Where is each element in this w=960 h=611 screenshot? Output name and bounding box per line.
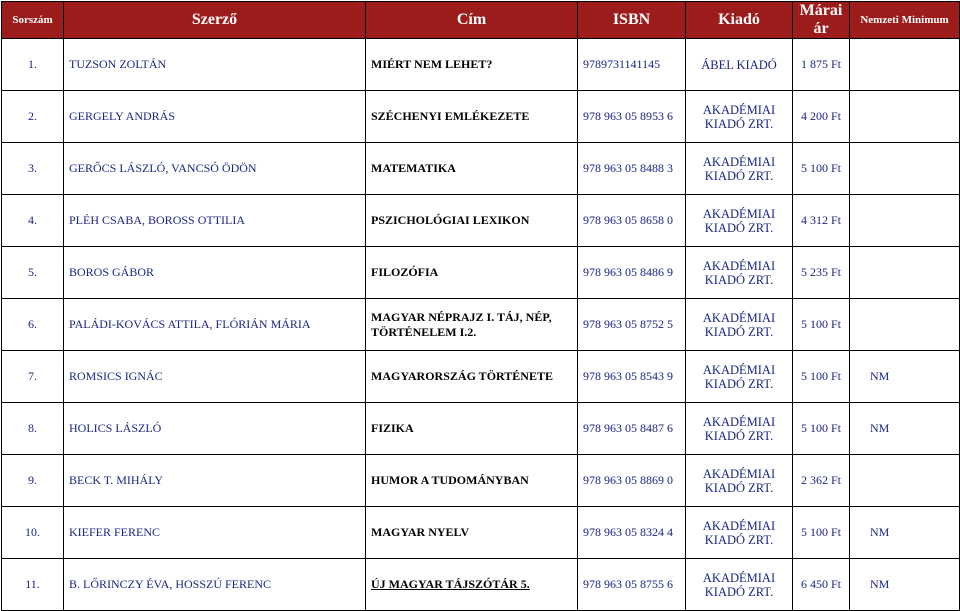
cell-isbn: 978 963 05 8488 3 xyxy=(578,143,686,195)
header-price: Márai ár xyxy=(793,2,850,39)
header-isbn: ISBN xyxy=(578,2,686,39)
cell-isbn: 978 963 05 8324 4 xyxy=(578,507,686,559)
cell-publisher: AKADÉMIAI KIADÓ ZRT. xyxy=(686,559,793,611)
cell-price: 4 312 Ft xyxy=(793,195,850,247)
cell-minimum xyxy=(850,91,960,143)
cell-price: 6 450 Ft xyxy=(793,559,850,611)
cell-isbn: 978 963 05 8869 0 xyxy=(578,455,686,507)
cell-isbn: 978 963 05 8487 6 xyxy=(578,403,686,455)
cell-minimum xyxy=(850,299,960,351)
cell-author: BECK T. MIHÁLY xyxy=(64,455,366,507)
table-header xyxy=(2,2,960,39)
table-row xyxy=(2,299,960,351)
cell-index: 1. xyxy=(2,39,64,91)
table-row xyxy=(2,143,960,195)
cell-author: GERGELY ANDRÁS xyxy=(64,91,366,143)
table-row xyxy=(2,559,960,611)
cell-publisher: AKADÉMIAI KIADÓ ZRT. xyxy=(686,299,793,351)
cell-title: FIZIKA xyxy=(366,403,578,455)
book-price-table xyxy=(1,1,960,611)
cell-minimum xyxy=(850,195,960,247)
cell-isbn: 9789731141145 xyxy=(578,39,686,91)
cell-publisher: ÁBEL KIADÓ xyxy=(686,39,793,91)
cell-price: 5 100 Ft xyxy=(793,299,850,351)
cell-price: 5 100 Ft xyxy=(793,143,850,195)
cell-publisher: AKADÉMIAI KIADÓ ZRT. xyxy=(686,247,793,299)
cell-author: ROMSICS IGNÁC xyxy=(64,351,366,403)
cell-minimum xyxy=(850,143,960,195)
cell-title: HUMOR A TUDOMÁNYBAN xyxy=(366,455,578,507)
cell-isbn: 978 963 05 8752 5 xyxy=(578,299,686,351)
cell-index: 10. xyxy=(2,507,64,559)
table-row xyxy=(2,247,960,299)
cell-author: KIEFER FERENC xyxy=(64,507,366,559)
cell-publisher: AKADÉMIAI KIADÓ ZRT. xyxy=(686,351,793,403)
cell-index: 2. xyxy=(2,91,64,143)
table-row xyxy=(2,351,960,403)
table-row xyxy=(2,403,960,455)
cell-title: MAGYAR NYELV xyxy=(366,507,578,559)
cell-price: 5 100 Ft xyxy=(793,403,850,455)
cell-author: GERŐCS LÁSZLÓ, VANCSÓ ÖDÖN xyxy=(64,143,366,195)
cell-title: PSZICHOLÓGIAI LEXIKON xyxy=(366,195,578,247)
cell-minimum: NM xyxy=(850,351,960,403)
cell-publisher: AKADÉMIAI KIADÓ ZRT. xyxy=(686,507,793,559)
cell-isbn: 978 963 05 8543 9 xyxy=(578,351,686,403)
cell-title: FILOZÓFIA xyxy=(366,247,578,299)
cell-title: MAGYAR NÉPRAJZ I. TÁJ, NÉP, TÖRTÉNELEM I.2. xyxy=(366,299,578,351)
cell-isbn: 978 963 05 8755 6 xyxy=(578,559,686,611)
cell-publisher: AKADÉMIAI KIADÓ ZRT. xyxy=(686,403,793,455)
cell-title: ÚJ MAGYAR TÁJSZÓTÁR 5. xyxy=(366,559,578,611)
cell-isbn: 978 963 05 8486 9 xyxy=(578,247,686,299)
cell-author: BOROS GÁBOR xyxy=(64,247,366,299)
cell-minimum xyxy=(850,455,960,507)
cell-minimum xyxy=(850,247,960,299)
cell-publisher: AKADÉMIAI KIADÓ ZRT. xyxy=(686,455,793,507)
cell-publisher: AKADÉMIAI KIADÓ ZRT. xyxy=(686,195,793,247)
cell-isbn: 978 963 05 8953 6 xyxy=(578,91,686,143)
cell-price: 4 200 Ft xyxy=(793,91,850,143)
cell-author: TUZSON ZOLTÁN xyxy=(64,39,366,91)
cell-title: MATEMATIKA xyxy=(366,143,578,195)
header-index: Sorszám xyxy=(2,2,64,39)
cell-minimum: NM xyxy=(850,507,960,559)
cell-minimum: NM xyxy=(850,403,960,455)
cell-price: 5 235 Ft xyxy=(793,247,850,299)
cell-publisher: AKADÉMIAI KIADÓ ZRT. xyxy=(686,91,793,143)
cell-title: MAGYARORSZÁG TÖRTÉNETE xyxy=(366,351,578,403)
cell-price: 5 100 Ft xyxy=(793,507,850,559)
cell-title: SZÉCHENYI EMLÉKEZETE xyxy=(366,91,578,143)
cell-index: 7. xyxy=(2,351,64,403)
table-row xyxy=(2,39,960,91)
cell-index: 4. xyxy=(2,195,64,247)
table-row xyxy=(2,195,960,247)
cell-index: 11. xyxy=(2,559,64,611)
cell-index: 8. xyxy=(2,403,64,455)
table-body xyxy=(2,39,960,611)
cell-isbn: 978 963 05 8658 0 xyxy=(578,195,686,247)
header-row xyxy=(2,2,960,39)
cell-index: 5. xyxy=(2,247,64,299)
cell-minimum: NM xyxy=(850,559,960,611)
cell-index: 6. xyxy=(2,299,64,351)
header-publisher: Kiadó xyxy=(686,2,793,39)
cell-author: PLÉH CSABA, BOROSS OTTILIA xyxy=(64,195,366,247)
cell-title: MIÉRT NEM LEHET? xyxy=(366,39,578,91)
cell-author: HOLICS LÁSZLÓ xyxy=(64,403,366,455)
cell-index: 3. xyxy=(2,143,64,195)
cell-price: 2 362 Ft xyxy=(793,455,850,507)
cell-author: PALÁDI-KOVÁCS ATTILA, FLÓRIÁN MÁRIA xyxy=(64,299,366,351)
header-title: Cím xyxy=(366,2,578,39)
cell-minimum xyxy=(850,39,960,91)
cell-publisher: AKADÉMIAI KIADÓ ZRT. xyxy=(686,143,793,195)
cell-price: 1 875 Ft xyxy=(793,39,850,91)
cell-author: B. LŐRINCZY ÉVA, HOSSZÚ FERENC xyxy=(64,559,366,611)
cell-price: 5 100 Ft xyxy=(793,351,850,403)
table-row xyxy=(2,91,960,143)
table-row xyxy=(2,455,960,507)
table-row xyxy=(2,507,960,559)
cell-index: 9. xyxy=(2,455,64,507)
header-minimum: Nemzeti Minimum xyxy=(850,2,960,39)
header-author: Szerző xyxy=(64,2,366,39)
